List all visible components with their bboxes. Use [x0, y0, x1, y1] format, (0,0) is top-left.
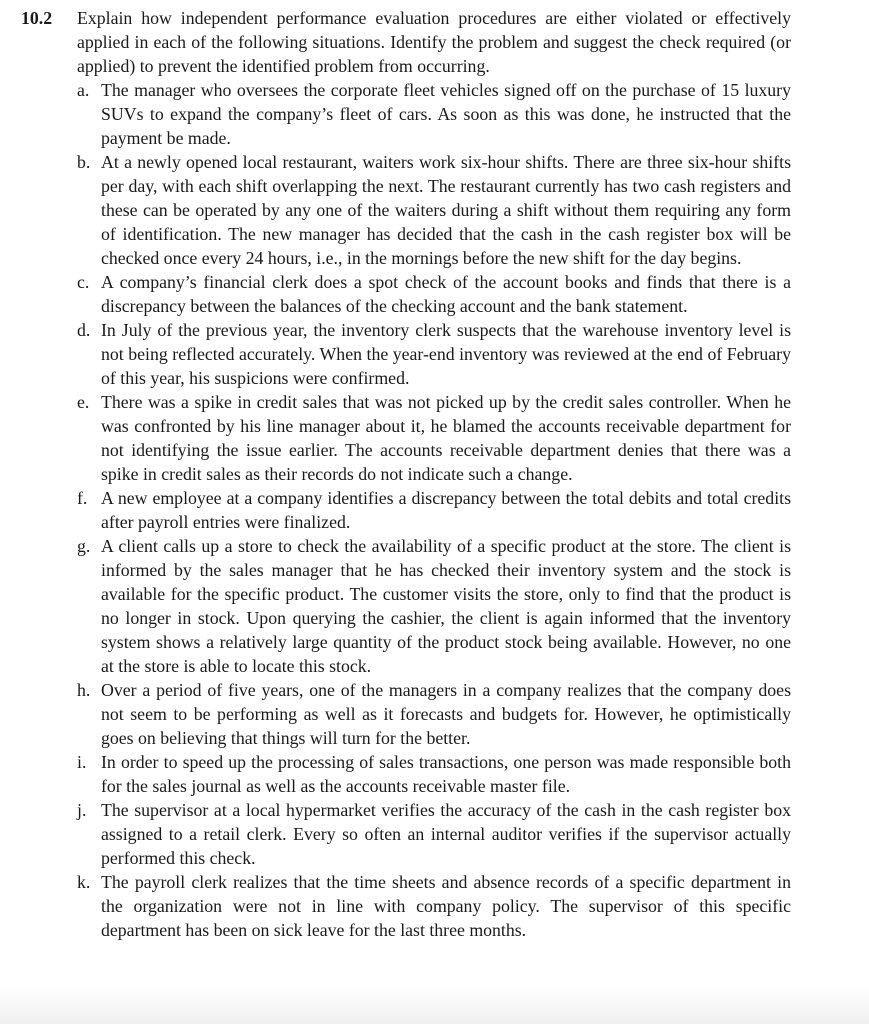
- item-letter: f.: [77, 488, 88, 508]
- item-letter: e.: [77, 392, 90, 412]
- item-letter: g.: [77, 536, 91, 556]
- situation-list: [21, 78, 791, 942]
- item-text: At a newly opened local restaurant, waiters work six-hour shifts. There are three six-hour shifts per day, with each shift overlapping the next. The restaurant currently has two cash registers and these can be operated by any one of the waiters during a shift without them requiring any form of identification. The new manager has decided that the cash in the cash register box will be checked once every 24 hours, i.e., in the mornings before the new shift for the day begins.: [101, 152, 791, 268]
- item-text: The payroll clerk realizes that the time sheets and absence records of a specific department in the organization were not in line with company policy. The supervisor of this specific department has been on sick leave for the last three months.: [101, 872, 791, 940]
- problem-header: [21, 6, 791, 78]
- item-letter: k.: [77, 872, 91, 892]
- situation-item-i: [21, 750, 791, 798]
- situation-item-g: [21, 534, 791, 678]
- item-text: A client calls up a store to check the availability of a specific product at the store. The client is informed by the sales manager that he has checked their inventory system and the stock is available for the specific product. The customer visits the store, only to find that the product is no longer in stock. Upon querying the cashier, the client is again informed that the inventory system shows a relatively large quantity of the product stock being available. However, no one at the store is able to locate this stock.: [101, 536, 791, 676]
- situation-item-e: [21, 390, 791, 486]
- item-letter: c.: [77, 272, 90, 292]
- item-text: There was a spike in credit sales that was not picked up by the credit sales controller. When he was confronted by his line manager about it, he blamed the accounts receivable department for not identifying the issue earlier. The accounts receivable department denies that there was a spike in credit sales as their records do not indicate such a change.: [101, 392, 791, 484]
- item-text: A new employee at a company identifies a discrepancy between the total debits and total credits after payroll entries were finalized.: [101, 488, 791, 532]
- situation-item-k: [21, 870, 791, 942]
- item-letter: h.: [77, 680, 91, 700]
- situation-item-b: [21, 150, 791, 270]
- situation-item-h: [21, 678, 791, 750]
- page-bottom-shadow: [0, 986, 869, 1024]
- problem-number: 10.2: [21, 8, 53, 28]
- item-text: A company’s financial clerk does a spot check of the account books and finds that there is a discrepancy between the balances of the checking account and the bank statement.: [101, 272, 791, 316]
- situation-item-d: [21, 318, 791, 390]
- item-letter: j.: [77, 800, 87, 820]
- item-text: Over a period of five years, one of the managers in a company realizes that the company does not seem to be performing as well as it forecasts and budgets for. However, he optimistically goes on believing that things will turn for the better.: [101, 680, 791, 748]
- situation-item-a: [21, 78, 791, 150]
- item-letter: i.: [77, 752, 87, 772]
- item-letter: d.: [77, 320, 91, 340]
- item-letter: a.: [77, 80, 90, 100]
- situation-item-f: [21, 486, 791, 534]
- problem-intro: Explain how independent performance evaluation procedures are either violated or effectively applied in each of the following situations. Identify the problem and suggest the check required (or applied) to prevent the identified problem from occurring.: [77, 8, 791, 76]
- item-text: In order to speed up the processing of sales transactions, one person was made responsible both for the sales journal as well as the accounts receivable master file.: [101, 752, 791, 796]
- exercise-problem: [21, 6, 791, 942]
- item-text: The manager who oversees the corporate fleet vehicles signed off on the purchase of 15 luxury SUVs to expand the company’s fleet of cars. As soon as this was done, he instructed that the payment be made.: [101, 80, 791, 148]
- situation-item-j: [21, 798, 791, 870]
- item-text: The supervisor at a local hypermarket verifies the accuracy of the cash in the cash register box assigned to a retail clerk. Every so often an internal auditor verifies if the supervisor actually performed this check.: [101, 800, 791, 868]
- item-text: In July of the previous year, the inventory clerk suspects that the warehouse inventory level is not being reflected accurately. When the year-end inventory was reviewed at the end of February of this year, his suspicions were confirmed.: [101, 320, 791, 388]
- situation-item-c: [21, 270, 791, 318]
- item-letter: b.: [77, 152, 91, 172]
